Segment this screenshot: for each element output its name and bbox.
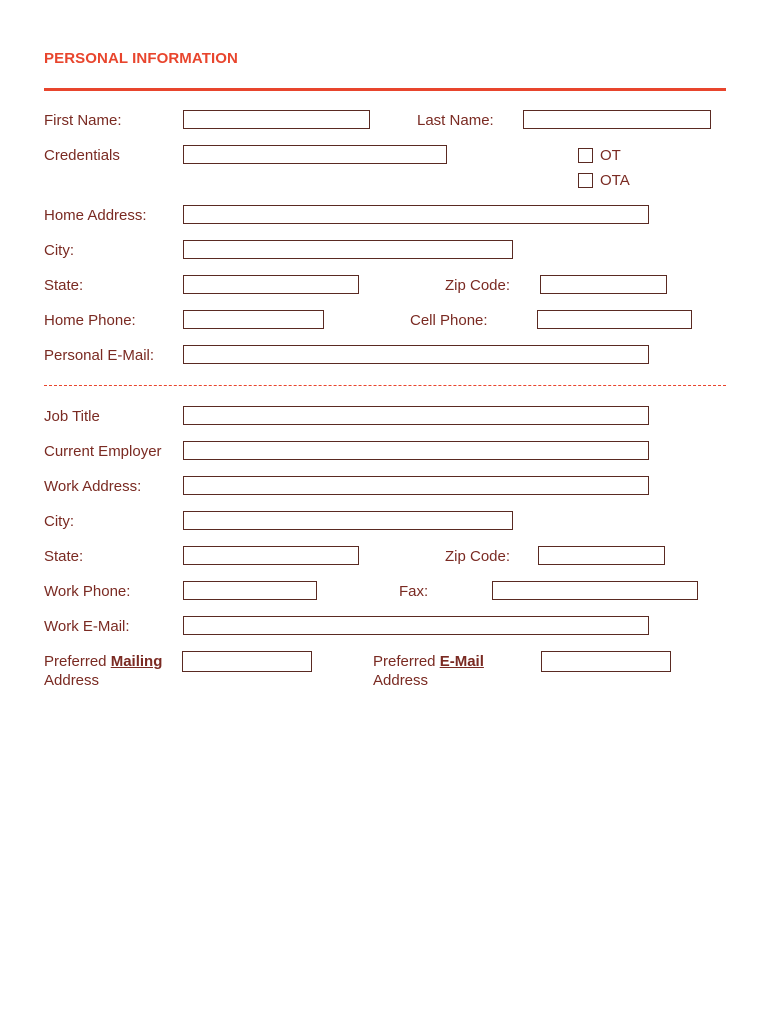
- fax-field[interactable]: [492, 581, 698, 600]
- work-city-field[interactable]: [183, 511, 513, 530]
- employer-field[interactable]: [183, 441, 649, 460]
- mailing-emphasis: Mailing: [110, 653, 163, 670]
- work-email-field[interactable]: [183, 616, 649, 635]
- home-phone-label: Home Phone:: [44, 312, 136, 329]
- work-zip-field[interactable]: [538, 546, 665, 565]
- work-address-field[interactable]: [183, 476, 649, 495]
- preferred-email-field[interactable]: [541, 651, 671, 672]
- city-label: City:: [44, 242, 74, 259]
- last-name-label: Last Name:: [417, 112, 494, 129]
- state-field[interactable]: [183, 275, 359, 294]
- work-state-label: State:: [44, 548, 84, 565]
- preferred-mailing-label: Preferred Mailing Address: [44, 653, 163, 689]
- zip-label: Zip Code:: [445, 277, 511, 294]
- ota-checkbox[interactable]: [578, 173, 593, 188]
- ota-label: OTA: [600, 172, 630, 189]
- state-label: State:: [44, 277, 84, 294]
- email-emphasis: E-Mail: [439, 653, 484, 670]
- work-city-label: City:: [44, 513, 74, 530]
- preferred-email-label: Preferred E-Mail Address: [373, 653, 484, 689]
- section-divider: [44, 385, 726, 386]
- zip-field[interactable]: [540, 275, 667, 294]
- job-title-label: Job Title: [44, 408, 100, 425]
- work-zip-label: Zip Code:: [445, 548, 511, 565]
- section-title: PERSONAL INFORMATION: [44, 50, 238, 67]
- city-field[interactable]: [183, 240, 513, 259]
- preferred-mailing-field[interactable]: [182, 651, 312, 672]
- work-state-field[interactable]: [183, 546, 359, 565]
- fax-label: Fax:: [399, 583, 429, 600]
- work-phone-label: Work Phone:: [44, 583, 131, 600]
- title-rule: [44, 88, 726, 91]
- last-name-field[interactable]: [523, 110, 711, 129]
- cell-phone-label: Cell Phone:: [410, 312, 488, 329]
- personal-email-field[interactable]: [183, 345, 649, 364]
- ot-label: OT: [600, 147, 621, 164]
- cell-phone-field[interactable]: [537, 310, 692, 329]
- personal-email-label: Personal E-Mail:: [44, 347, 155, 364]
- work-address-label: Work Address:: [44, 478, 142, 495]
- credentials-label: Credentials: [44, 147, 120, 164]
- home-address-field[interactable]: [183, 205, 649, 224]
- home-phone-field[interactable]: [183, 310, 324, 329]
- first-name-label: First Name:: [44, 112, 122, 129]
- ot-checkbox[interactable]: [578, 148, 593, 163]
- credentials-field[interactable]: [183, 145, 447, 164]
- work-phone-field[interactable]: [183, 581, 317, 600]
- employer-label: Current Employer: [44, 443, 162, 460]
- job-title-field[interactable]: [183, 406, 649, 425]
- first-name-field[interactable]: [183, 110, 370, 129]
- home-address-label: Home Address:: [44, 207, 147, 224]
- work-email-label: Work E-Mail:: [44, 618, 130, 635]
